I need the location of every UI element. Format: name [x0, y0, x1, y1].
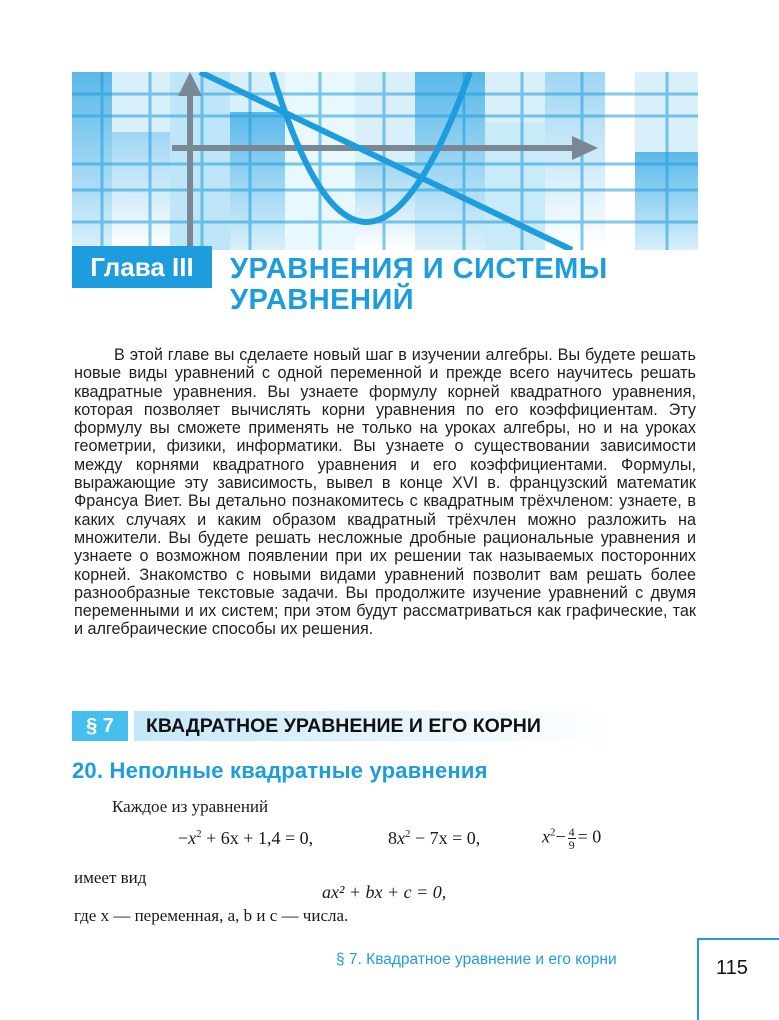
eq2-exp: 2: [405, 828, 411, 840]
eq3-var: x: [542, 826, 550, 847]
eq1-var: x: [188, 828, 197, 848]
chapter-title: [230, 254, 690, 316]
banner-graph: [72, 72, 698, 250]
chapter-banner-illustration: [72, 72, 698, 250]
body-line-form: имеет вид: [74, 868, 147, 887]
eq2-var: x: [397, 828, 405, 848]
eq3-numerator: 4: [568, 825, 575, 839]
body-line-definition: где x — переменная, a, b и c — числа.: [74, 906, 349, 925]
eq1-exp: 2: [196, 828, 202, 840]
eq3-rest: = 0: [577, 826, 602, 847]
section-number: § 7: [72, 711, 128, 741]
eq3-minus: −: [555, 826, 566, 847]
eq3-exp: 2: [550, 826, 556, 839]
eq1-rest: + 6x + 1,4 = 0,: [201, 828, 314, 848]
subsection-title: 20. Неполные квадратные уравнения: [72, 758, 488, 783]
page-number: 115: [716, 957, 748, 979]
eq2-coef: 8: [388, 828, 397, 848]
running-footer: § 7. Квадратное уравнение и его корни: [336, 951, 617, 968]
eq2-rest: − 7x = 0,: [410, 828, 481, 848]
footer-rule-vertical: [697, 938, 699, 1020]
eq3-denominator: 9: [568, 838, 575, 852]
chapter-title-line-1: УРАВНЕНИЯ И СИСТЕМЫ: [230, 253, 608, 285]
eq1-minus: −: [178, 828, 189, 848]
chapter-tag: Глава III: [72, 246, 212, 288]
section-title: КВАДРАТНОЕ УРАВНЕНИЕ И ЕГО КОРНИ: [134, 711, 614, 741]
equation-2: [388, 828, 480, 849]
eq3-fraction: [568, 826, 576, 851]
equation-3: [542, 826, 601, 851]
equation-1: [178, 828, 313, 849]
intro-paragraph: В этой главе вы сделаете новый шаг в изучении алгебры. Вы будете решать новые виды уравнений с одной переменной и прежде всего научитесь решать квадратные уравнения. Вы узнаете формулу корней квадратного уравнения, которая позволяет вычислять корни уравнения по его коэффициентам. Эту формулу вы сможете применять не только на уроках алгебры, но и на уроках геометрии, физики, информатики. Вы узнаете о существовании зависимости между корнями квадратного уравнения и его коэффициентами. Формулы, выражающие эту зависимость, вывел в конце XVI в. французский математик Франсуа Виет. Вы детально познакомитесь с квадратным трёхчленом: узнаете, в каких случаях и каким образом квадратный трёхчлен можно разложить на множители. Вы будете решать несложные дробные рациональные уравнения и узнаете о возможном появлении при их решении так называемых посторонних корней. Знакомство с новыми видами уравнений позволит вам решать более разнообразные текстовые задачи. Вы продолжите изучение уравнений с двумя переменными и их систем; при этом будут рассматриваться как графические, так и алгебраические способы их решения.: [74, 346, 696, 639]
chapter-title-line-2: УРАВНЕНИЙ: [230, 284, 415, 316]
footer-rule-horizontal: [697, 938, 779, 940]
general-equation: ax² + bx + c = 0,: [322, 882, 447, 902]
body-line-intro: Каждое из уравнений: [112, 797, 269, 816]
